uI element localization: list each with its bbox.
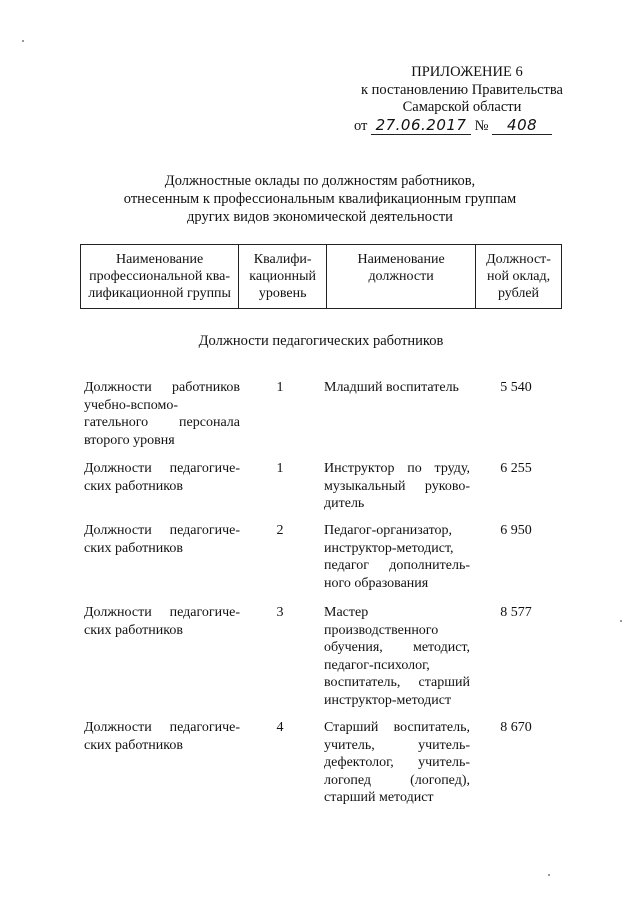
row-level: 1 (276, 461, 284, 476)
document-title-line: отнесенным к профессиональным квалификационным группам (123, 191, 517, 207)
appendix-date-number-line (354, 117, 572, 136)
row-position: Старший воспитатель, учитель, учитель-дефектолог, учитель-логопед (логопед), старший методист (324, 720, 470, 805)
table-header (80, 244, 562, 309)
document-title-line: Должностные оклады по должностям работников, (164, 173, 476, 189)
row-group: Должности педагогиче-ских работников (84, 605, 240, 638)
row-level: 1 (276, 380, 284, 395)
appendix-resolution-line: к постановлению Правительства (361, 81, 563, 98)
header-group-name: Наименование профессиональной ква-лификационной группы (81, 245, 239, 309)
row-group: Должности педагогиче-ских работников (84, 720, 240, 753)
scan-speck (620, 620, 622, 622)
document-title (100, 172, 540, 226)
row-salary: 8 577 (500, 605, 532, 620)
row-level: 4 (276, 720, 284, 735)
row-salary: 6 255 (500, 461, 532, 476)
handwritten-date: 27.06.2017 (371, 117, 471, 136)
header-qualification-level: Квалифи-кационный уровень (239, 245, 327, 309)
row-position: Инструктор по труду, музыкальный руково-дитель (324, 461, 470, 511)
row-salary: 8 670 (500, 720, 532, 735)
number-prefix: № (474, 117, 489, 134)
appendix-title: ПРИЛОЖЕНИЕ 6 (411, 64, 523, 80)
row-group: Должности педагогиче-ских работников (84, 461, 240, 494)
scan-speck (22, 40, 24, 42)
row-group: Должности работников учебно-вспомо-гательного персонала второго уровня (84, 380, 240, 448)
row-level: 2 (276, 523, 284, 538)
header-position-name: Наименование должности (327, 245, 476, 309)
header-salary: Должност-ной оклад, рублей (476, 245, 562, 309)
scan-speck (548, 874, 550, 876)
row-position: Педагог-организатор, инструктор-методист, педагог дополнитель-ного образования (324, 523, 470, 591)
appendix-header (352, 64, 572, 135)
row-position: Младший воспитатель (324, 380, 459, 395)
row-salary: 6 950 (500, 523, 532, 538)
document-title-line: других видов экономической деятельности (187, 209, 453, 225)
date-prefix: от (354, 117, 368, 134)
section-title: Должности педагогических работников (198, 333, 444, 349)
row-position: Мастер производственного обучения, методист, педагог-психолог, воспитатель, старший инструктор-методист (324, 605, 470, 708)
row-salary: 5 540 (500, 380, 532, 395)
table-header-row (81, 245, 562, 309)
row-group: Должности педагогиче-ских работников (84, 523, 240, 556)
row-level: 3 (276, 605, 284, 620)
handwritten-number: 408 (492, 117, 552, 136)
appendix-region-line: Самарской области (402, 99, 522, 115)
